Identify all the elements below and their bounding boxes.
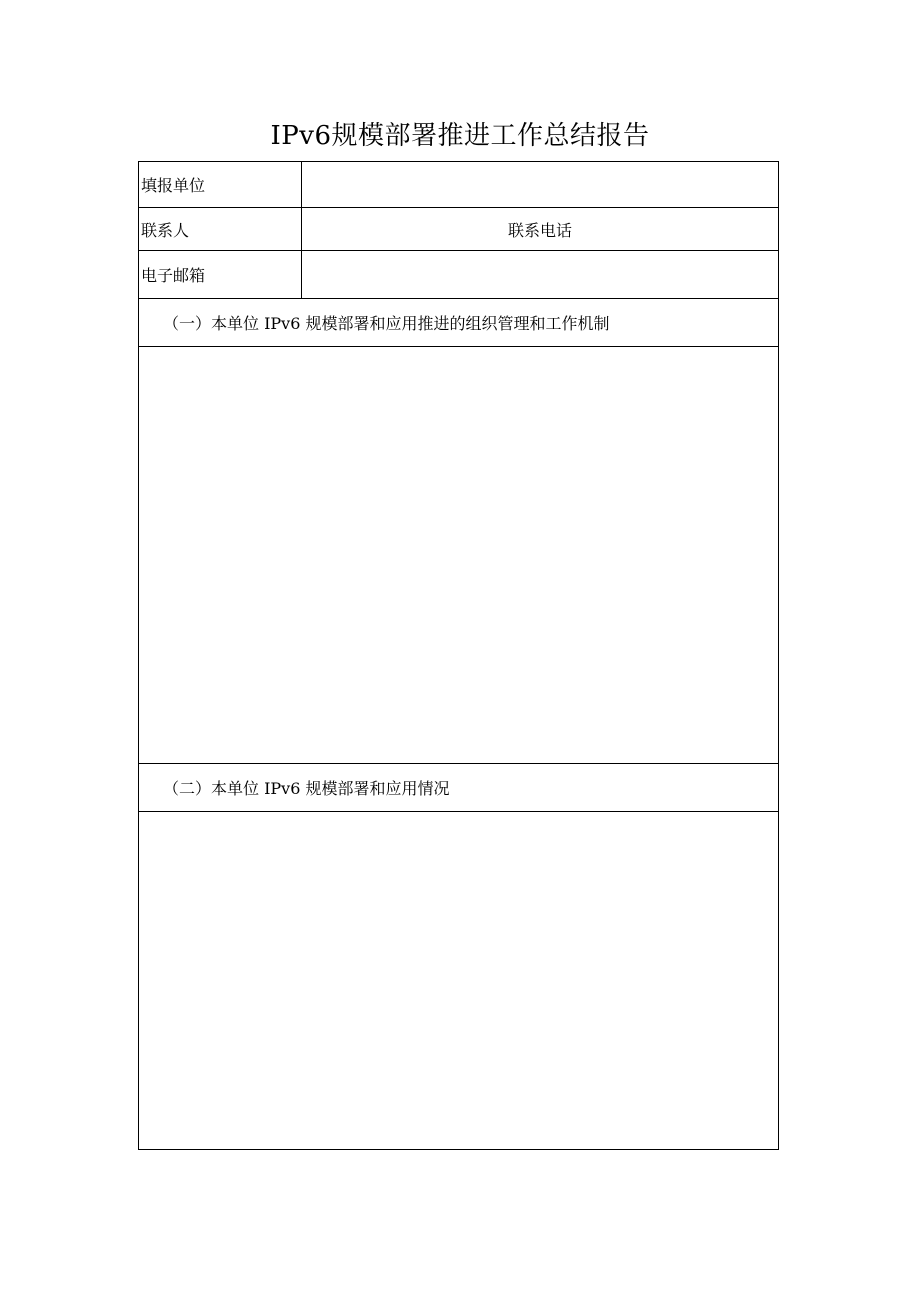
table-row-section-1-title: [139, 299, 779, 347]
table-row-email: [139, 251, 779, 299]
email-field[interactable]: [302, 251, 779, 299]
table-row-section-2-title: [139, 764, 779, 812]
section-1-content-area[interactable]: [139, 347, 779, 764]
unit-field[interactable]: [302, 162, 779, 208]
table-row-section-1-content: [139, 347, 779, 764]
table-row-contact: [139, 208, 779, 251]
unit-label: 填报单位: [139, 162, 302, 208]
section-2-content-area[interactable]: [139, 812, 779, 1150]
section-1-title: （一）本单位 IPv6 规模部署和应用推进的组织管理和工作机制: [139, 299, 779, 347]
section-2-title: （二）本单位 IPv6 规模部署和应用情况: [139, 764, 779, 812]
table-row-section-2-content: [139, 812, 779, 1150]
table-row-unit: [139, 162, 779, 208]
report-form-table: [138, 161, 779, 1150]
contact-label: 联系人: [139, 208, 302, 251]
email-label: 电子邮箱: [139, 251, 302, 299]
phone-label: 联系电话: [302, 208, 779, 251]
document-title: IPv6规模部署推进工作总结报告: [270, 121, 650, 151]
